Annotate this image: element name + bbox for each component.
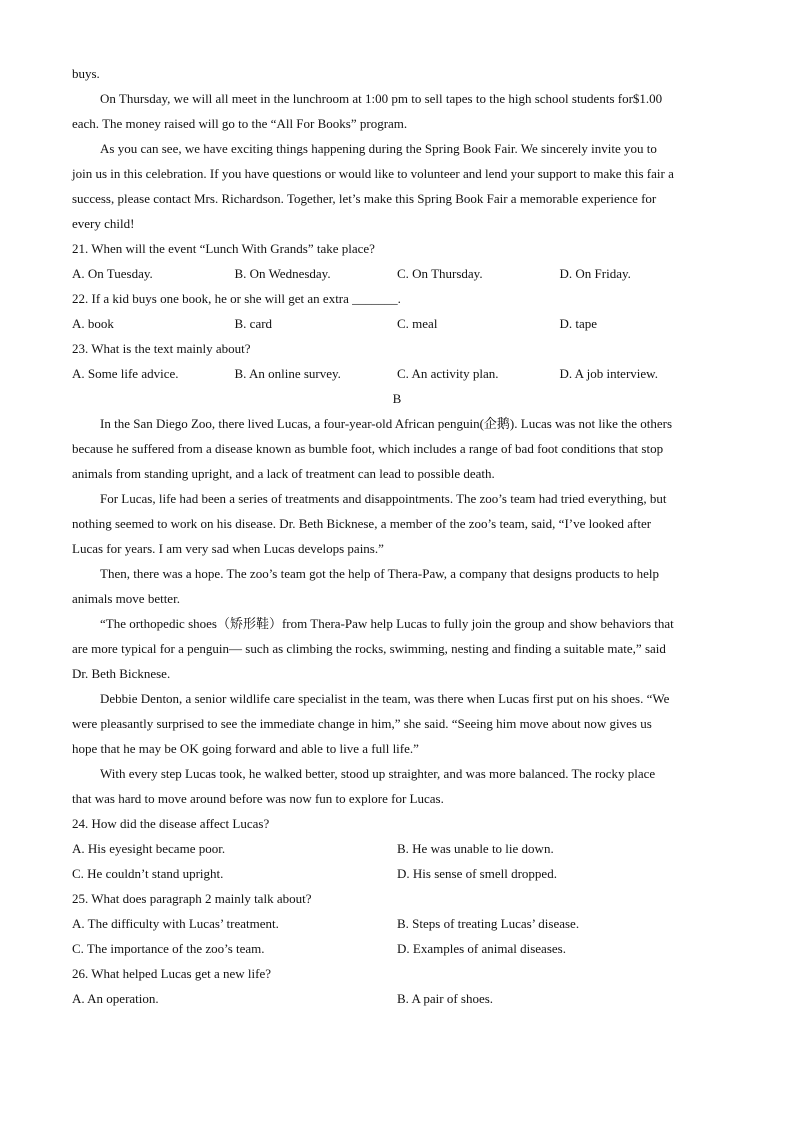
question-stem: 21. When will the event “Lunch With Grands” take place?: [72, 241, 375, 256]
option-b: B. He was unable to lie down.: [397, 841, 554, 856]
question-25: [72, 886, 722, 961]
option-c: C. meal: [397, 316, 438, 331]
question-stem: 25. What does paragraph 2 mainly talk about?: [72, 891, 312, 906]
question-stem: 23. What is the text mainly about?: [72, 341, 251, 356]
option-a: A. On Tuesday.: [72, 266, 153, 281]
question-stem: 22. If a kid buys one book, he or she will get an extra _______.: [72, 291, 401, 306]
question-21: [72, 236, 722, 286]
option-c: C. He couldn’t stand upright.: [72, 866, 224, 881]
passage-line: Lucas for years. I am very sad when Lucas develops pains.”: [72, 541, 384, 556]
passage-line: For Lucas, life had been a series of treatments and disappointments. The zoo’s team had tried everything, but: [100, 491, 667, 506]
passage-line: nothing seemed to work on his disease. Dr. Beth Bicknese, a member of the zoo’s team, said, “I’ve looked after: [72, 516, 652, 531]
passage-line: animals move better.: [72, 591, 180, 606]
option-row: [72, 261, 722, 286]
passage-line: buys.: [72, 66, 100, 81]
option-row: [72, 986, 722, 1011]
option-c: C. On Thursday.: [397, 266, 483, 281]
question-stem: 24. How did the disease affect Lucas?: [72, 816, 270, 831]
question-23: [72, 336, 722, 386]
option-b: B. A pair of shoes.: [397, 991, 494, 1006]
passage-b: [72, 411, 722, 811]
option-row: [72, 911, 722, 936]
passage-line: because he suffered from a disease known as bumble foot, which includes a range of bad foot conditions that stop: [72, 441, 664, 456]
option-d: D. tape: [559, 316, 598, 331]
option-a: A. The difficulty with Lucas’ treatment.: [72, 916, 279, 931]
passage-line: “The orthopedic shoes（矫形鞋）from Thera-Paw help Lucas to fully join the group and show behaviors that: [100, 616, 674, 631]
passage-line: On Thursday, we will all meet in the lunchroom at 1:00 pm to sell tapes to the high school students for$1.00: [100, 91, 663, 106]
passage-line: each. The money raised will go to the “All For Books” program.: [72, 116, 408, 131]
passage-line: animals from standing upright, and a lack of treatment can lead to possible death.: [72, 466, 495, 481]
option-a: A. His eyesight became poor.: [72, 841, 226, 856]
passage-line: success, please contact Mrs. Richardson. Together, let’s make this Spring Book Fair a memorable experience for: [72, 191, 657, 206]
passage-line: Dr. Beth Bicknese.: [72, 666, 171, 681]
option-row: [72, 936, 722, 961]
section-label: B: [392, 391, 402, 406]
option-a: A. Some life advice.: [72, 366, 179, 381]
question-stem: 26. What helped Lucas get a new life?: [72, 966, 272, 981]
document-page: [72, 61, 722, 1011]
option-a: A. book: [72, 316, 114, 331]
option-b: B. On Wednesday.: [234, 266, 331, 281]
option-b: B. Steps of treating Lucas’ disease.: [397, 916, 580, 931]
option-row: [72, 311, 722, 336]
option-c: C. The importance of the zoo’s team.: [72, 941, 265, 956]
passage-line: hope that he may be OK going forward and able to live a full life.”: [72, 741, 419, 756]
option-d: D. On Friday.: [559, 266, 631, 281]
option-d: D. Examples of animal diseases.: [397, 941, 566, 956]
passage-line: In the San Diego Zoo, there lived Lucas, a four-year-old African penguin(企鹅). Lucas was not like the others: [100, 416, 673, 431]
option-c: C. An activity plan.: [397, 366, 499, 381]
passage-line: As you can see, we have exciting things happening during the Spring Book Fair. We sincerely invite you to: [100, 141, 657, 156]
option-row: [72, 861, 722, 886]
question-24: [72, 811, 722, 886]
option-b: B. An online survey.: [234, 366, 341, 381]
passage-line: that was hard to move around before was now fun to explore for Lucas.: [72, 791, 444, 806]
question-22: [72, 286, 722, 336]
passage-line: Debbie Denton, a senior wildlife care specialist in the team, was there when Lucas first put on his shoes. “We: [100, 691, 670, 706]
passage-line: were pleasantly surprised to see the immediate change in him,” she said. “Seeing him move about now gives us: [72, 716, 652, 731]
passage-line: Then, there was a hope. The zoo’s team got the help of Thera-Paw, a company that designs products to help: [100, 566, 659, 581]
passage-line: join us in this celebration. If you have questions or would like to volunteer and lend your support to make this fair a: [72, 166, 674, 181]
option-a: A. An operation.: [72, 991, 159, 1006]
option-d: D. A job interview.: [559, 366, 658, 381]
passage-line: With every step Lucas took, he walked better, stood up straighter, and was more balanced. The rocky place: [100, 766, 656, 781]
passage-line: are more typical for a penguin— such as climbing the rocks, swimming, nesting and finding a suitable mate,” said: [72, 641, 666, 656]
option-d: D. His sense of smell dropped.: [397, 866, 557, 881]
option-b: B. card: [234, 316, 273, 331]
option-row: [72, 361, 722, 386]
passage-a: [72, 61, 722, 236]
passage-line: every child!: [72, 216, 135, 231]
question-26: [72, 961, 722, 1011]
option-row: [72, 836, 722, 861]
